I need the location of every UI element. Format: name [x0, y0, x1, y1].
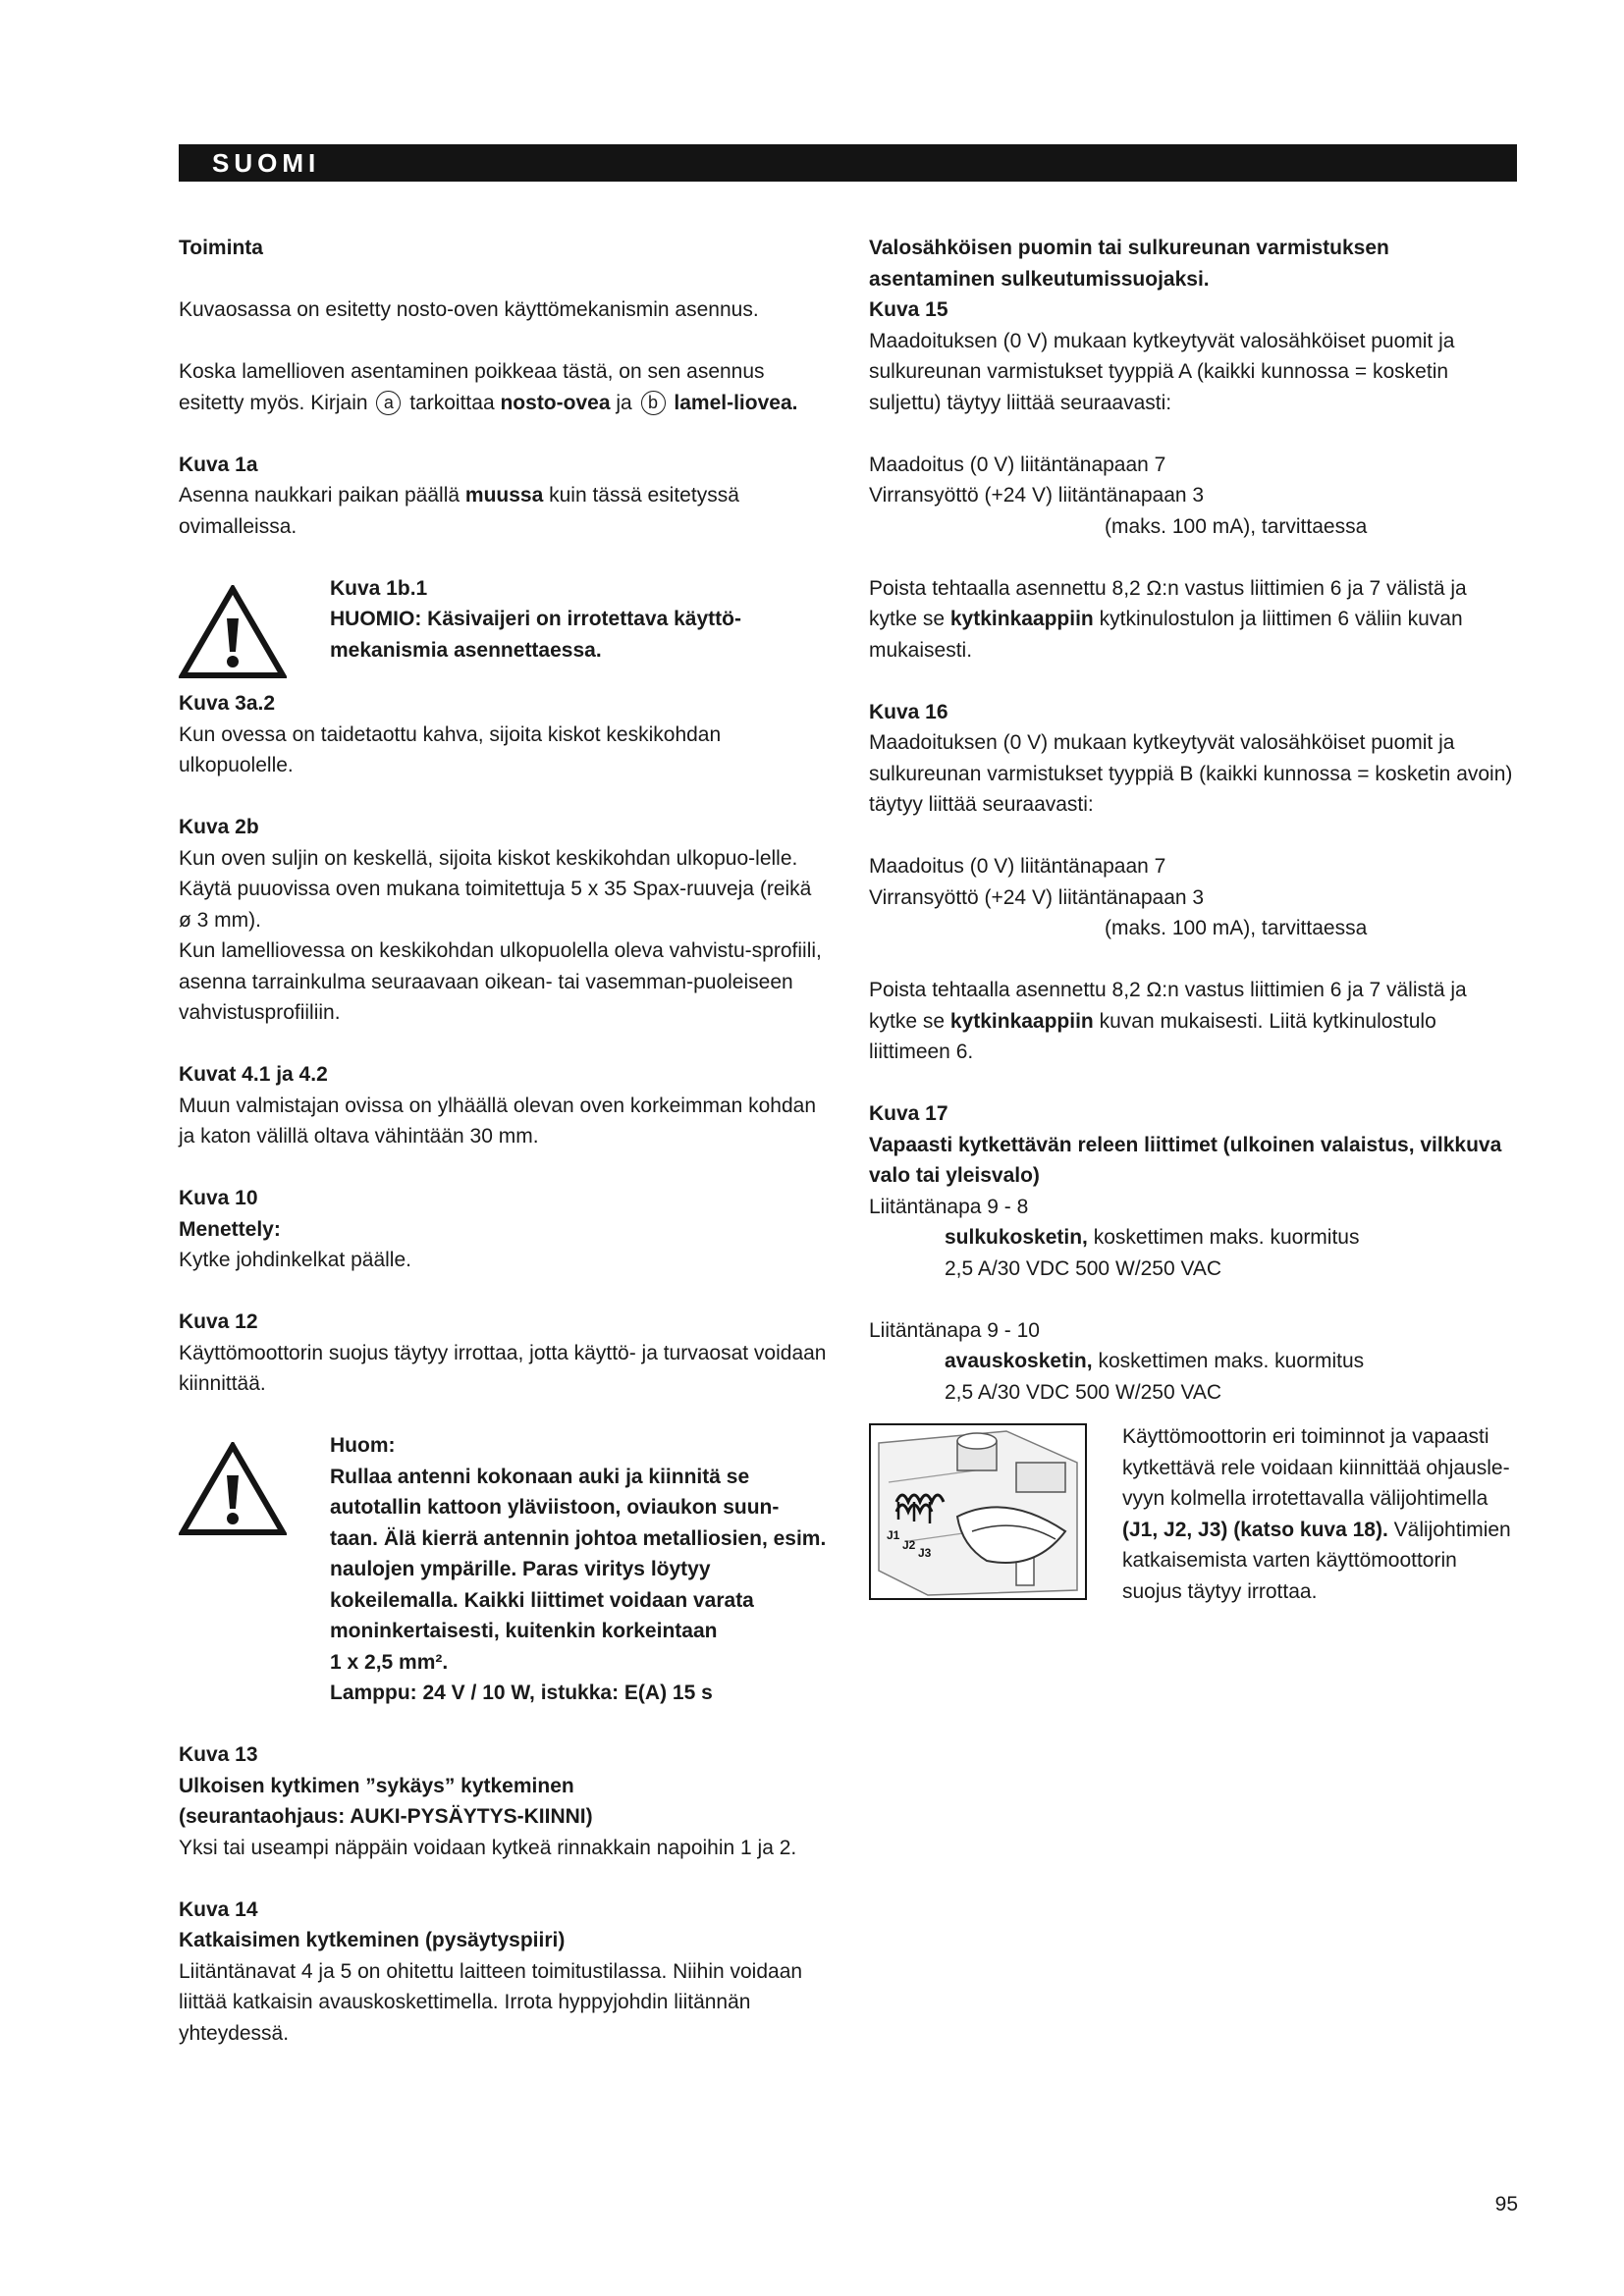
heading-kuva-13: Kuva 13 — [179, 1743, 258, 1766]
section-title: SUOMI — [212, 148, 321, 178]
section-kuva-3a2 — [179, 688, 827, 781]
section-kuva-1a — [179, 450, 827, 543]
circled-letter-a: a — [376, 391, 401, 415]
warning-2-size: 1 x 2,5 mm². — [330, 1650, 449, 1674]
kuva-12-text: Käyttömoottorin suojus täytyy irrottaa, jotta käyttö- ja turvaosat voidaan kiinnittää. — [179, 1341, 827, 1395]
kuva-16-text: Maadoituksen (0 V) mukaan kytkeytyvät valosähköiset puomit ja sulkureunan varmistukset tyyppiä B (kaikki kunnossa = kosketin avoin) täytyy liittää seuraavasti: — [869, 731, 1513, 816]
warning-1-text: HUOMIO: Käsivaijeri on irrotettava käyttö-mekanismia asennettaessa. — [330, 608, 741, 662]
kuva-17-subheading: Vapaasti kytkettävän releen liittimet (ulkoinen valaistus, vilkkuva valo tai yleisvalo) — [869, 1133, 1502, 1187]
kuva-14-text: Liitäntänavat 4 ja 5 on ohitettu laitteen toimitustilassa. Niihin voidaan liittää katkaisin avauskoskettimella. Irrota hyppyjohdin liitännän yhteydessä. — [179, 1959, 803, 2045]
kuva-13-text: Yksi tai useampi näppäin voidaan kytkeä rinnakkain napoihin 1 ja 2. — [179, 1836, 797, 1859]
right-column — [869, 233, 1517, 1607]
heading-kuva-16: Kuva 16 — [869, 700, 948, 723]
section-kuvat-41-42 — [179, 1059, 827, 1152]
section-kuva-10 — [179, 1183, 827, 1276]
circuit-board-illustration — [869, 1423, 1087, 1600]
section-toiminta — [179, 233, 827, 418]
kuva-1a-text: Asenna naukkari paikan päällä muussa kuin tässä esitetyssä ovimalleissa. — [179, 484, 739, 538]
heading-kuva-2b: Kuva 2b — [179, 816, 259, 838]
kuva-17-terminal-1-rating: 2,5 A/30 VDC 500 W/250 VAC — [945, 1256, 1222, 1280]
warning-2-lamp: Lamppu: 24 V / 10 W, istukka: E(A) 15 s — [330, 1682, 713, 1704]
heading-valosahkoinen: Valosähköisen puomin tai sulkureunan varmistuksen asentaminen sulkeutumissuojaksi. — [869, 237, 1389, 291]
kuva-17-terminal-2: Liitäntänapa 9 - 10 — [869, 1318, 1040, 1342]
kuva-2b-text-1: Kun oven suljin on keskellä, sijoita kiskot keskikohdan ulkopuo-lelle. Käytä puuovissa oven mukana toimitettuja 5 x 35 Spax-ruuveja (reikä ø 3 mm). — [179, 846, 812, 932]
section-kuva-12 — [179, 1307, 827, 1400]
warning-callout-1 — [179, 573, 827, 689]
heading-toiminta: Toiminta — [179, 237, 263, 259]
kuva-16-line-2: Virransyöttö (+24 V) liitäntänapaan 3 — [869, 885, 1205, 909]
label-j1: J1 — [887, 1528, 900, 1542]
figure-description: Käyttömoottorin eri toiminnot ja vapaasti kytkettävä rele voidaan kiinnittää ohjausle-vyyn kolmella irrotettavalla välijohtimella (J1, J2, J3) (katso kuva 18). Välijohtimien katkaisemista varten käyttömoottorin suojus täytyy irrottaa. — [1122, 1425, 1511, 1603]
kuva-16-paragraph-2: Poista tehtaalla asennettu 8,2 Ω:n vastus liittimien 6 ja 7 välistä ja kytke se kytkinkaappiin kuvan mukaisesti. Liitä kytkinulostulo liittimeen 6. — [869, 979, 1467, 1063]
kuva-15-paragraph-2: Poista tehtaalla asennettu 8,2 Ω:n vastus liittimien 6 ja 7 välistä ja kytke se kytkinkaappiin kytkinulostulon ja liittimen 6 väliin kuvan mukaisesti. — [869, 576, 1467, 662]
section-kuva-15 — [869, 233, 1517, 666]
heading-kuvat-41-42: Kuvat 4.1 ja 4.2 — [179, 1063, 328, 1086]
kuva-10-text: Kytke johdinkelkat päälle. — [179, 1249, 411, 1271]
heading-kuva-12: Kuva 12 — [179, 1310, 258, 1333]
kuva-10-subheading: Menettely: — [179, 1217, 281, 1241]
kuva-17-terminal-2-rating: 2,5 A/30 VDC 500 W/250 VAC — [945, 1380, 1222, 1404]
kuva-15-line-1: Maadoitus (0 V) liitäntänapaan 7 — [869, 453, 1166, 476]
label-j3: J3 — [918, 1546, 932, 1560]
section-banner — [179, 144, 1517, 182]
left-column — [179, 233, 827, 2049]
heading-kuva-17: Kuva 17 — [869, 1102, 948, 1125]
kuva-15-line-3: (maks. 100 mA), tarvittaessa — [1105, 514, 1368, 538]
kuva-13-subheading-2: (seurantaohjaus: AUKI-PYSÄYTYS-KIINNI) — [179, 1805, 593, 1828]
section-kuva-14 — [179, 1895, 827, 2050]
kuva-17-terminal-1-contact: sulkukosketin, koskettimen maks. kuormitus — [945, 1226, 1360, 1249]
kuva-16-line-1: Maadoitus (0 V) liitäntänapaan 7 — [869, 855, 1166, 878]
kuva-17-terminal-2-contact: avauskosketin, koskettimen maks. kuormitus — [945, 1350, 1365, 1372]
heading-kuva-1a: Kuva 1a — [179, 453, 258, 476]
kuva-15-text: Maadoituksen (0 V) mukaan kytkeytyvät valosähköiset puomit ja sulkureunan varmistukset tyyppiä A (kaikki kunnossa = kosketin suljettu) täytyy liittää seuraavasti: — [869, 329, 1455, 414]
warning-2-heading: Huom: — [330, 1434, 396, 1457]
warning-triangle-icon — [179, 1430, 330, 1546]
section-kuva-17 — [869, 1098, 1517, 1408]
kuva-13-subheading-1: Ulkoisen kytkimen ”sykäys” kytkeminen — [179, 1774, 574, 1797]
heading-kuva-10: Kuva 10 — [179, 1187, 258, 1209]
kuva-14-subheading: Katkaisimen kytkeminen (pysäytyspiiri) — [179, 1929, 566, 1951]
kuva-15-line-2: Virransyöttö (+24 V) liitäntänapaan 3 — [869, 484, 1205, 507]
kuva-2b-text-2: Kun lamelliovessa on keskikohdan ulkopuolella oleva vahvistu-sprofiili, asenna tarrainkulma seuraavaan oikean- tai vasemman-puoleiseen vahvistusprofiiliin. — [179, 939, 822, 1024]
heading-kuva-1b1: Kuva 1b.1 — [330, 576, 428, 600]
section-kuva-13 — [179, 1739, 827, 1863]
kuvat-41-42-text: Muun valmistajan ovissa on ylhäällä olevan oven korkeimman kohdan ja katon välillä oltava vähintään 30 mm. — [179, 1094, 817, 1148]
warning-callout-2 — [179, 1430, 827, 1709]
section-figure-jumpers — [869, 1421, 1517, 1607]
section-kuva-16 — [869, 697, 1517, 1068]
heading-kuva-14: Kuva 14 — [179, 1897, 258, 1921]
warning-triangle-icon — [179, 573, 330, 689]
toiminta-paragraph-1: Kuvaosassa on esitetty nosto-oven käyttömekanismin asennus. — [179, 298, 759, 321]
heading-kuva-3a2: Kuva 3a.2 — [179, 692, 276, 715]
toiminta-paragraph-2: Koska lamellioven asentaminen poikkeaa tästä, on sen asennus esitetty myös. Kirjain a tarkoittaa nosto-ovea ja b lamel-liovea. — [179, 360, 798, 414]
kuva-17-terminal-1: Liitäntänapa 9 - 8 — [869, 1195, 1029, 1218]
circled-letter-b: b — [641, 391, 666, 415]
warning-2-text: Rullaa antenni kokonaan auki ja kiinnitä se autotallin kattoon yläviistoon, oviaukon suun-taan. Älä kierrä antennin johtoa metalliosien, esim. naulojen ympärille. Paras viritys löytyy kokeilemalla. Kaikki liittimet voidaan varata moninkertaisesti, kuitenkin korkeintaan — [330, 1465, 827, 1642]
heading-kuva-15: Kuva 15 — [869, 298, 948, 321]
kuva-16-line-3: (maks. 100 mA), tarvittaessa — [1105, 917, 1368, 939]
page-number: 95 — [1494, 2193, 1518, 2216]
section-kuva-2b — [179, 812, 827, 1029]
label-j2: J2 — [902, 1538, 916, 1552]
kuva-3a2-text: Kun ovessa on taidetaottu kahva, sijoita kiskot keskikohdan ulkopuolelle. — [179, 722, 722, 776]
